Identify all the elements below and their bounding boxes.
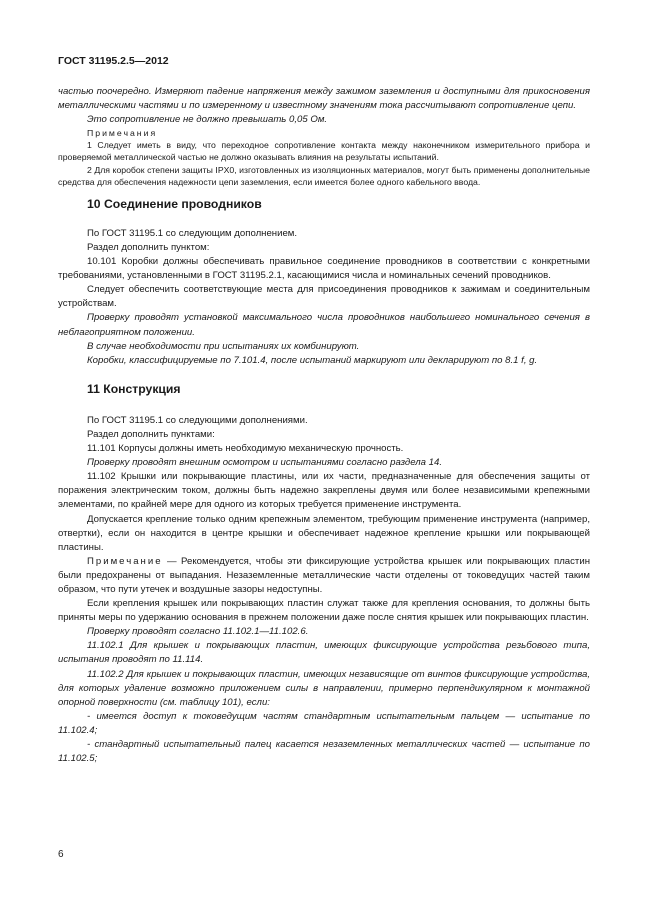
paragraph: 11.102 Крышки или покрывающие пластины, или их части, предназначенные для обеспечения защиты от поражения электрическим током, должны быть надежно закреплены двумя или более независимыми крепежными элементами, по крайней мере для одного из которых требуется применение инструмента. xyxy=(58,471,590,511)
paragraph: частью поочередно. Измеряют падение напряжения между зажимом заземления и доступными для прикосновения металлическими частями и по измеренному и известному значениям тока рассчитывают сопротивление цепи. xyxy=(58,86,590,112)
doc-header: ГОСТ 31195.2.5—2012 xyxy=(58,55,169,67)
note xyxy=(58,555,590,597)
paragraph: Проверку проводят согласно 11.102.1—11.102.6. xyxy=(87,626,309,638)
page-number: 6 xyxy=(58,849,64,860)
paragraph: Проверку проводят внешним осмотром и испытаниями согласно раздела 14. xyxy=(87,457,443,469)
paragraph: Раздел дополнить пунктом: xyxy=(87,241,210,253)
paragraph: Если крепления крышек или покрывающих пластин служат также для крепления основания, то должны быть приняты меры по удержанию основания в прежнем положении даже после снятия крышек или покрывающих пластин. xyxy=(58,598,590,624)
section-heading-11: 11 Конструкция xyxy=(87,381,181,396)
paragraph: В случае необходимости при испытаниях их комбинируют. xyxy=(87,340,360,352)
note-text: — Рекомендуется, чтобы эти фиксирующие устройства крышек или покрывающих пластин были предохранены от выпадания. Незаземленные металлические части отделены от токоведущих частей таким образом, что пути утечек и воздушные зазоры недоступны. xyxy=(58,555,590,595)
section-heading-10: 10 Соединение проводников xyxy=(87,196,262,211)
note-item: 2 Для коробок степени защиты IPX0, изготовленных из изоляционных материалов, могут быть применены дополнительные средства для обеспечения надежности цепи заземления, если имеется более одного кабельного ввода. xyxy=(58,164,590,187)
paragraph: Проверку проводят установкой максимального числа проводников наибольшего номинального сечения в неблагоприятном положении. xyxy=(58,312,590,338)
paragraph: Это сопротивление не должно превышать 0,05 Ом. xyxy=(87,114,328,126)
paragraph: Следует обеспечить соответствующие места для присоединения проводников к зажимам и соединительным устройствам. xyxy=(58,284,590,310)
paragraph: Допускается крепление только одним крепежным элементом, требующим применение инструмента (например, отвертки), если он находится в центре крышки и обеспечивает надежное крепление крышки или покрывающей пластины. xyxy=(58,513,590,553)
list-item: - стандартный испытательный палец касается незаземленных металлических частей — испытание по 11.102.5; xyxy=(58,739,590,765)
paragraph: 11.101 Корпусы должны иметь необходимую механическую прочность. xyxy=(87,443,404,455)
paragraph: По ГОСТ 31195.1 со следующими дополнениями. xyxy=(87,414,308,426)
paragraph: Коробки, классифицируемые по 7.101.4, после испытаний маркируют или декларируют по 8.1 f, g. xyxy=(87,354,538,366)
note-title: Примечания xyxy=(87,128,158,139)
paragraph: 11.102.1 Для крышек и покрывающих пластин, имеющих фиксирующие устройства резьбового типа, испытания проводят по 11.114. xyxy=(58,640,590,666)
paragraph: 11.102.2 Для крышек и покрывающих пластин, имеющих независящие от винтов фиксирующие устройства, для которых удаление возможно приложением силы в направлении, примерно перпендикулярном к монтажной опорной поверхности (см. таблицу 101), если: xyxy=(58,668,590,708)
document-body xyxy=(58,85,590,766)
list-item: - имеется доступ к токоведущим частям стандартным испытательным пальцем — испытание по 11.102.4; xyxy=(58,710,590,736)
note-item: 1 Следует иметь в виду, что переходное сопротивление контакта между наконечником измерительного прибора и проверяемой металлической частью не должно оказывать влияния на результаты испытаний. xyxy=(58,140,590,163)
paragraph: Раздел дополнить пунктами: xyxy=(87,428,215,440)
paragraph: По ГОСТ 31195.1 со следующим дополнением. xyxy=(87,227,298,239)
paragraph: 10.101 Коробки должны обеспечивать правильное соединение проводников в соответствии с конкретными требованиями, установленными в ГОСТ 31195.2.1, касающимися числа и номинальных сечений проводников. xyxy=(58,256,590,282)
note-label: Примечание xyxy=(87,555,163,567)
